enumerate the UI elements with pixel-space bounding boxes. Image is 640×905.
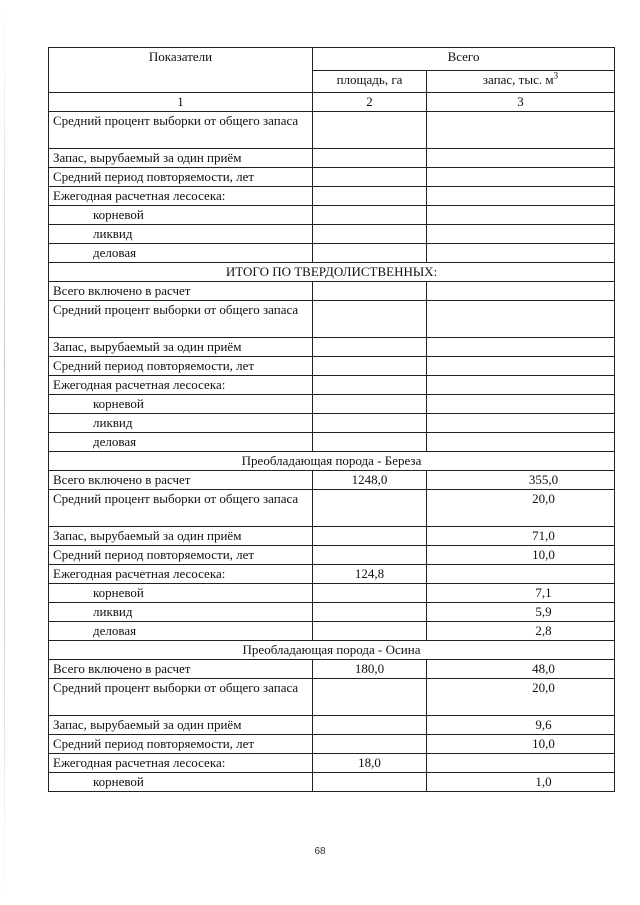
row-label: Всего включено в расчет — [49, 282, 313, 301]
row-label: Ежегодная расчетная лесосека: — [49, 754, 313, 773]
table-row — [49, 244, 615, 263]
table-row — [49, 433, 615, 452]
row-stock-value: 71,0 — [427, 527, 615, 546]
row-area-value — [313, 244, 427, 263]
table-row — [49, 225, 615, 244]
row-area-value — [313, 679, 427, 716]
table-row — [49, 622, 615, 641]
row-area-value — [313, 149, 427, 168]
page-number: 68 — [314, 846, 326, 857]
row-label: корневой — [49, 206, 313, 225]
row-area-value: 18,0 — [313, 754, 427, 773]
row-stock-value — [427, 301, 615, 338]
row-stock-value: 48,0 — [427, 660, 615, 679]
table-row — [49, 149, 615, 168]
row-label: Средний процент выборки от общего запаса — [49, 301, 313, 338]
table-row — [49, 301, 615, 338]
row-stock-value: 5,9 — [427, 603, 615, 622]
table-row — [49, 603, 615, 622]
table-row — [49, 565, 615, 584]
row-stock-value — [427, 187, 615, 206]
row-label: деловая — [49, 433, 313, 452]
row-area-value — [313, 376, 427, 395]
section-row — [49, 641, 615, 660]
column-number-2: 2 — [313, 93, 427, 112]
row-stock-value — [427, 282, 615, 301]
table-row — [49, 338, 615, 357]
row-area-value — [313, 225, 427, 244]
row-area-value — [313, 338, 427, 357]
row-stock-value — [427, 112, 615, 149]
row-area-value — [313, 414, 427, 433]
table-row — [49, 376, 615, 395]
row-stock-value — [427, 206, 615, 225]
row-stock-value — [427, 168, 615, 187]
row-stock-value — [427, 244, 615, 263]
row-stock-value: 9,6 — [427, 716, 615, 735]
row-area-value — [313, 546, 427, 565]
row-area-value — [313, 301, 427, 338]
table-row — [49, 546, 615, 565]
row-label: Средний период повторяемости, лет — [49, 735, 313, 754]
row-area-value — [313, 206, 427, 225]
table-row — [49, 527, 615, 546]
row-area-value — [313, 490, 427, 527]
row-label: корневой — [49, 773, 313, 792]
row-area-value: 1248,0 — [313, 471, 427, 490]
row-stock-value — [427, 376, 615, 395]
row-label: Запас, вырубаемый за один приём — [49, 716, 313, 735]
header-total: Всего — [313, 48, 615, 71]
row-stock-value: 7,1 — [427, 584, 615, 603]
row-label: корневой — [49, 584, 313, 603]
row-stock-value: 10,0 — [427, 546, 615, 565]
section-row — [49, 263, 615, 282]
row-area-value — [313, 735, 427, 754]
row-area-value: 180,0 — [313, 660, 427, 679]
row-area-value — [313, 622, 427, 641]
scan-edge — [4, 0, 5, 905]
row-stock-value: 2,8 — [427, 622, 615, 641]
row-area-value — [313, 716, 427, 735]
row-label: Всего включено в расчет — [49, 471, 313, 490]
header-row-1 — [49, 48, 615, 71]
section-title: ИТОГО ПО ТВЕРДОЛИСТВЕННЫХ: — [49, 263, 615, 282]
section-row — [49, 452, 615, 471]
table-row — [49, 206, 615, 225]
row-stock-value — [427, 414, 615, 433]
row-stock-value — [427, 149, 615, 168]
column-number-row — [49, 93, 615, 112]
row-label: Средний период повторяемости, лет — [49, 168, 313, 187]
row-stock-value — [427, 565, 615, 584]
row-label: Ежегодная расчетная лесосека: — [49, 565, 313, 584]
row-label: ликвид — [49, 414, 313, 433]
table-row — [49, 112, 615, 149]
table-row — [49, 357, 615, 376]
table-row — [49, 395, 615, 414]
table-row — [49, 754, 615, 773]
table-row — [49, 660, 615, 679]
row-label: Запас, вырубаемый за один приём — [49, 149, 313, 168]
row-label: деловая — [49, 622, 313, 641]
header-stock-sup: 3 — [553, 70, 559, 81]
row-area-value — [313, 168, 427, 187]
row-label: ликвид — [49, 603, 313, 622]
table-row — [49, 282, 615, 301]
row-label: Средний процент выборки от общего запаса — [49, 679, 313, 716]
row-area-value — [313, 603, 427, 622]
row-label: Ежегодная расчетная лесосека: — [49, 376, 313, 395]
table-row — [49, 735, 615, 754]
table-row — [49, 187, 615, 206]
row-area-value — [313, 395, 427, 414]
section-title: Преобладающая порода - Осина — [49, 641, 615, 660]
table-row — [49, 773, 615, 792]
row-label: Средний период повторяемости, лет — [49, 357, 313, 376]
table-row — [49, 414, 615, 433]
row-stock-value — [427, 225, 615, 244]
row-stock-value: 20,0 — [427, 490, 615, 527]
table-row — [49, 716, 615, 735]
row-area-value: 124,8 — [313, 565, 427, 584]
column-number-1: 1 — [49, 93, 313, 112]
row-area-value — [313, 773, 427, 792]
table-row — [49, 679, 615, 716]
header-stock — [427, 70, 615, 93]
table-row — [49, 584, 615, 603]
row-area-value — [313, 433, 427, 452]
row-area-value — [313, 357, 427, 376]
row-stock-value: 10,0 — [427, 735, 615, 754]
row-stock-value — [427, 338, 615, 357]
row-stock-value — [427, 357, 615, 376]
row-stock-value — [427, 433, 615, 452]
row-label: Средний период повторяемости, лет — [49, 546, 313, 565]
header-indicators: Показатели — [49, 48, 313, 93]
forest-stock-table — [48, 47, 615, 792]
row-stock-value — [427, 754, 615, 773]
row-stock-value: 355,0 — [427, 471, 615, 490]
row-area-value — [313, 282, 427, 301]
row-label: Ежегодная расчетная лесосека: — [49, 187, 313, 206]
row-stock-value: 20,0 — [427, 679, 615, 716]
row-label: Средний процент выборки от общего запаса — [49, 112, 313, 149]
column-number-3: 3 — [427, 93, 615, 112]
row-label: корневой — [49, 395, 313, 414]
row-label: Всего включено в расчет — [49, 660, 313, 679]
header-stock-text: запас, тыс. м — [482, 71, 554, 87]
row-stock-value: 1,0 — [427, 773, 615, 792]
row-area-value — [313, 112, 427, 149]
row-label: Средний процент выборки от общего запаса — [49, 490, 313, 527]
section-title: Преобладающая порода - Береза — [49, 452, 615, 471]
row-label: Запас, вырубаемый за один приём — [49, 338, 313, 357]
header-area: площадь, га — [313, 70, 427, 93]
row-area-value — [313, 187, 427, 206]
row-label: Запас, вырубаемый за один приём — [49, 527, 313, 546]
row-label: деловая — [49, 244, 313, 263]
table-row — [49, 471, 615, 490]
row-label: ликвид — [49, 225, 313, 244]
table-row — [49, 168, 615, 187]
table-row — [49, 490, 615, 527]
row-area-value — [313, 584, 427, 603]
row-stock-value — [427, 395, 615, 414]
row-area-value — [313, 527, 427, 546]
